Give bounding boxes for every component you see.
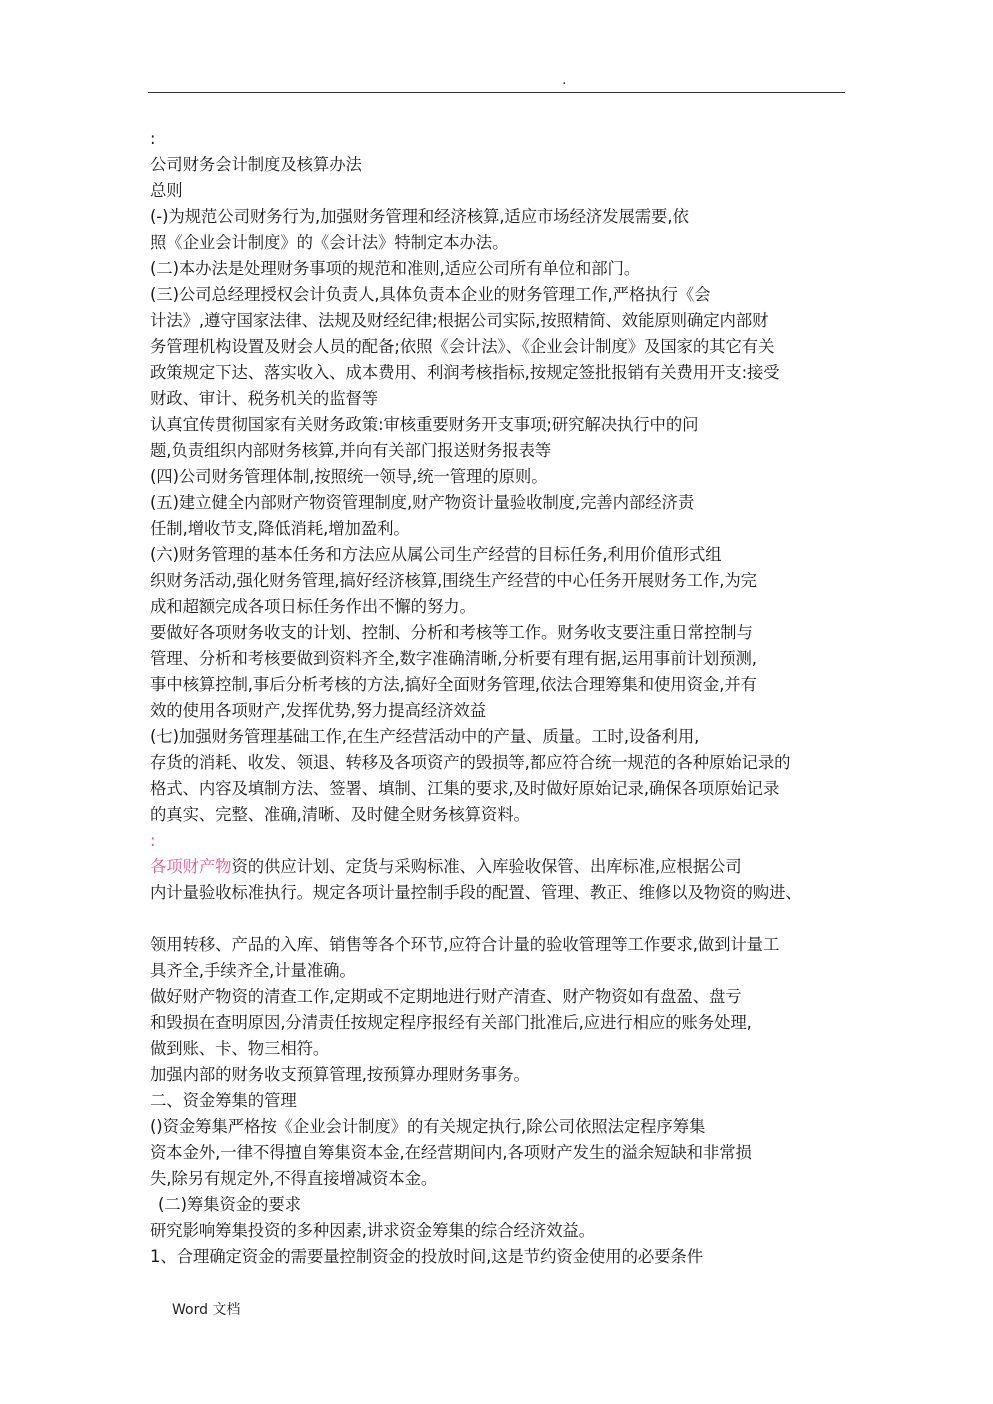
highlight-text: 各项财产物 (150, 857, 232, 876)
footer-label: Word 文档 (172, 1302, 241, 1318)
text-line: 内计量验收标准执行。规定各项计量控制手段的配置、管理、教正、维修以及物资的购进、 (150, 883, 802, 902)
text-line: 失,除另有规定外,不得直接增减资本金。 (150, 1169, 438, 1188)
text-line: 题,负责组织内部财务核算,并向有关部门报送财务报表等 (150, 441, 552, 460)
text-line: 效的使用各项财产,发挥优势,努力提高经济效益 (150, 701, 487, 720)
text-line: 和毁损在查明原因,分清责任按规定程序报经有关部门批准后,应进行相应的账务处理, (150, 1013, 752, 1032)
blank-line (150, 906, 850, 932)
highlight-colon: : (150, 831, 156, 850)
text-line: 研究影响筹集投资的多种因素,讲求资金筹集的综合经济效益。 (150, 1221, 595, 1240)
text-line: (-)为规范公司财务行为,加强财务管理和经济核算,适应市场经济发展需要,依 (150, 207, 689, 226)
text-line: 任制,增收节支,降低消耗,增加盈利。 (150, 519, 410, 538)
header-mark: . (562, 72, 567, 88)
text-line-rest: 资的供应计划、定货与采购标准、入库验收保管、出库标准,应根据公司 (231, 857, 742, 876)
section-heading: 二、资金筹集的管理 (150, 1091, 297, 1110)
text-line: 照《企业会计制度》的《会计法》特制定本办法。 (150, 233, 509, 252)
text-line: ()资金筹集严格按《企业会计制度》的有关规定执行,除公司依照法定程序筹集 (150, 1117, 706, 1136)
document-title: 公司财务会计制度及核算办法 (150, 155, 362, 174)
text-line: 成和超额完成各项日标任务作出不懈的努力。 (150, 597, 476, 616)
text-line: 做到账、卡、物三相符。 (150, 1039, 330, 1058)
text-line: 1、合理确定资金的需要量控制资金的投放时间,这是节约资金使用的必要条件 (150, 1247, 704, 1266)
text-line: 的真实、完整、准确,清晰、及时健全财务核算资料。 (150, 805, 530, 824)
text-line: 领用转移、产品的入库、销售等各个环节,应符合计量的验收管理等工作要求,做到计量工 (150, 935, 780, 954)
document-body (150, 126, 850, 1270)
text-line: (二)本办法是处理财务事项的规范和准则,适应公司所有单位和部门。 (150, 259, 641, 278)
text-line: 资本金外,一律不得擅自筹集资本金,在经营期间内,各项财产发生的溢余短缺和非常损 (150, 1143, 752, 1162)
section-heading: 总则 (150, 181, 183, 200)
header-rule (148, 92, 845, 93)
text-line-highlighted (150, 854, 850, 880)
text-line: 政策规定下达、落实收入、成本费用、利润考核指标,按规定签批报销有关费用开支:接受 (150, 363, 780, 382)
text-line: (五)建立健全内部财产物资管理制度,财产物资计量验收制度,完善内部经济责 (150, 493, 695, 512)
text-line: 事中核算控制,事后分析考核的方法,搞好全面财务管理,依法合理筹集和使用资金,并有 (150, 675, 757, 694)
text-line: (三)公司总经理授权会计负责人,具体负责本企业的财务管理工作,严格执行《会 (150, 285, 711, 304)
text-line: 务管理机构设置及财会人员的配备;依照《会计法》、《企业会计制度》及国家的其它有关 (150, 337, 775, 356)
text-line: 织财务活动,强化财务管理,搞好经济核算,围绕生产经营的中心任务开展财务工作,为完 (150, 571, 757, 590)
text-line: 存货的消耗、收发、领退、转移及各项资产的毁损等,都应符合统一规范的各种原始记录的 (150, 753, 791, 772)
text-line: 认真宜传贯彻国家有关财务政策:审核重要财务开支事项;研究解决执行中的问 (150, 415, 699, 434)
text-line: 具齐全,手续齐全,计量准确。 (150, 961, 356, 980)
text-line: (六)财务管理的基本任务和方法应从属公司生产经营的目标任务,利用价值形式组 (150, 545, 722, 564)
text-line: 做好财产物资的清查工作,定期或不定期地进行财产清查、财产物资如有盘盈、盘亏 (150, 987, 742, 1006)
text-line: (四)公司财务管理体制,按照统一领导,统一管理的原则。 (150, 467, 548, 486)
text-line: (七)加强财务管理基础工作,在生产经营活动中的产量、质量。工时,设备利用, (150, 727, 700, 746)
text-line: 管理、分析和考核要做到资料齐全,数字准确清晰,分析要有理有据,运用事前计划预测, (150, 649, 757, 668)
text-line: 加强内部的财务收支预算管理,按预算办理财务事务。 (150, 1065, 530, 1084)
subsection-heading: (二)筹集资金的要求 (158, 1195, 301, 1214)
text-line: 财政、审计、税务机关的监督等 (150, 389, 379, 408)
text-line: 要做好各项财务收支的计划、控制、分析和考核等工作。财务收支要注重日常控制与 (150, 623, 753, 642)
text-line: : (150, 129, 156, 148)
text-line: 计法》,遵守国家法律、法规及财经纪律;根据公司实际,按照精简、效能原则确定内部财 (150, 311, 769, 330)
text-line: 格式、内容及填制方法、签署、填制、江集的要求,及时做好原始记录,确保各项原始记录 (150, 779, 780, 798)
